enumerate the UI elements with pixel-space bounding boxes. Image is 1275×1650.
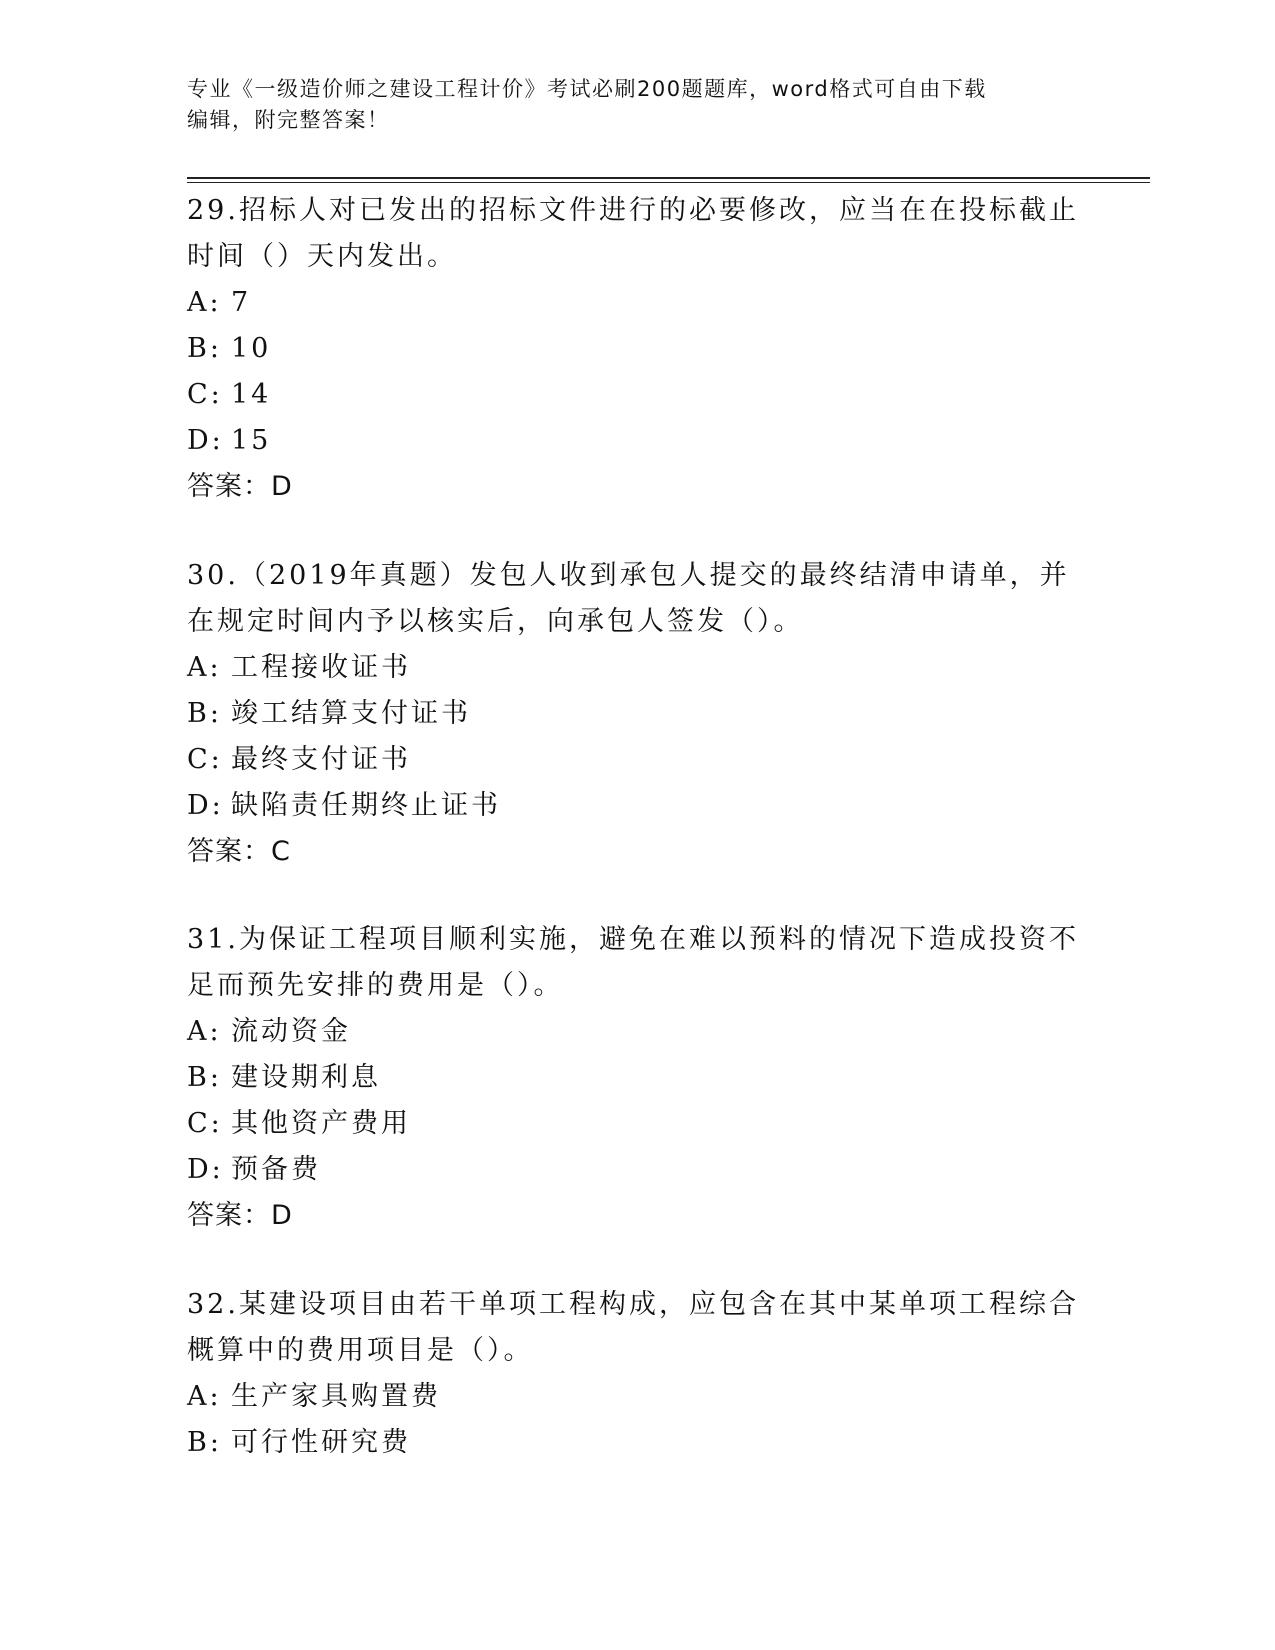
option-text: 7	[231, 287, 252, 318]
option-text: 可行性研究费	[231, 1427, 411, 1458]
option-letter: C:	[187, 1108, 223, 1139]
option-text: 缺陷责任期终止证书	[231, 790, 501, 821]
answer-line: 答案：C	[187, 836, 291, 867]
option-d	[187, 1147, 1087, 1193]
option-text: 10	[231, 333, 272, 364]
option-letter: C:	[187, 744, 223, 775]
option-b	[187, 326, 1087, 372]
option-text: 建设期利息	[231, 1062, 381, 1093]
question-30	[187, 553, 1087, 875]
option-letter: A:	[187, 1016, 222, 1047]
option-letter: B:	[187, 1062, 222, 1093]
answer-line: 答案：D	[187, 471, 293, 502]
option-a	[187, 280, 1087, 326]
option-letter: A:	[187, 652, 222, 683]
option-text: 流动资金	[231, 1016, 351, 1047]
option-text: 其他资产费用	[231, 1108, 411, 1139]
option-c	[187, 737, 1087, 783]
option-a	[187, 1374, 1087, 1420]
question-31	[187, 917, 1087, 1239]
option-a	[187, 645, 1087, 691]
option-b	[187, 691, 1087, 737]
option-text: 工程接收证书	[231, 652, 411, 683]
option-b	[187, 1055, 1087, 1101]
header-line-2: 编辑，附完整答案！	[187, 108, 390, 132]
question-stem: 32.某建设项目由若干单项工程构成，应包含在其中某单项工程综合概算中的费用项目是（）。	[187, 1289, 1079, 1366]
option-d	[187, 783, 1087, 829]
option-d	[187, 418, 1087, 464]
option-a	[187, 1009, 1087, 1055]
question-32	[187, 1282, 1087, 1466]
option-letter: B:	[187, 698, 222, 729]
option-text: 最终支付证书	[231, 744, 411, 775]
option-c	[187, 372, 1087, 418]
option-letter: D:	[187, 790, 224, 821]
question-stem: 29.招标人对已发出的招标文件进行的必要修改，应当在在投标截止时间（）天内发出。	[187, 195, 1079, 272]
document-header	[187, 74, 1087, 136]
option-text: 竣工结算支付证书	[231, 698, 471, 729]
option-letter: B:	[187, 333, 222, 364]
header-line-1: 专业《一级造价师之建设工程计价》考试必刷200题题库，word格式可自由下载	[187, 77, 987, 101]
option-letter: D:	[187, 1154, 224, 1185]
header-divider-thick	[187, 177, 1150, 179]
option-letter: C:	[187, 379, 223, 410]
option-text: 生产家具购置费	[231, 1381, 441, 1412]
answer-line: 答案：D	[187, 1200, 293, 1231]
header-divider-thin	[187, 182, 1150, 183]
option-text: 15	[231, 425, 272, 456]
option-text: 14	[231, 379, 272, 410]
question-29	[187, 188, 1087, 510]
question-stem: 30.（2019年真题）发包人收到承包人提交的最终结清申请单，并在规定时间内予以核实后，向承包人签发（）。	[187, 560, 1070, 637]
option-letter: D:	[187, 425, 224, 456]
option-c	[187, 1101, 1087, 1147]
question-stem: 31.为保证工程项目顺利实施，避免在难以预料的情况下造成投资不足而预先安排的费用是（）。	[187, 924, 1079, 1001]
option-text: 预备费	[231, 1154, 321, 1185]
option-b	[187, 1420, 1087, 1466]
option-letter: B:	[187, 1427, 222, 1458]
option-letter: A:	[187, 1381, 222, 1412]
option-letter: A:	[187, 287, 222, 318]
